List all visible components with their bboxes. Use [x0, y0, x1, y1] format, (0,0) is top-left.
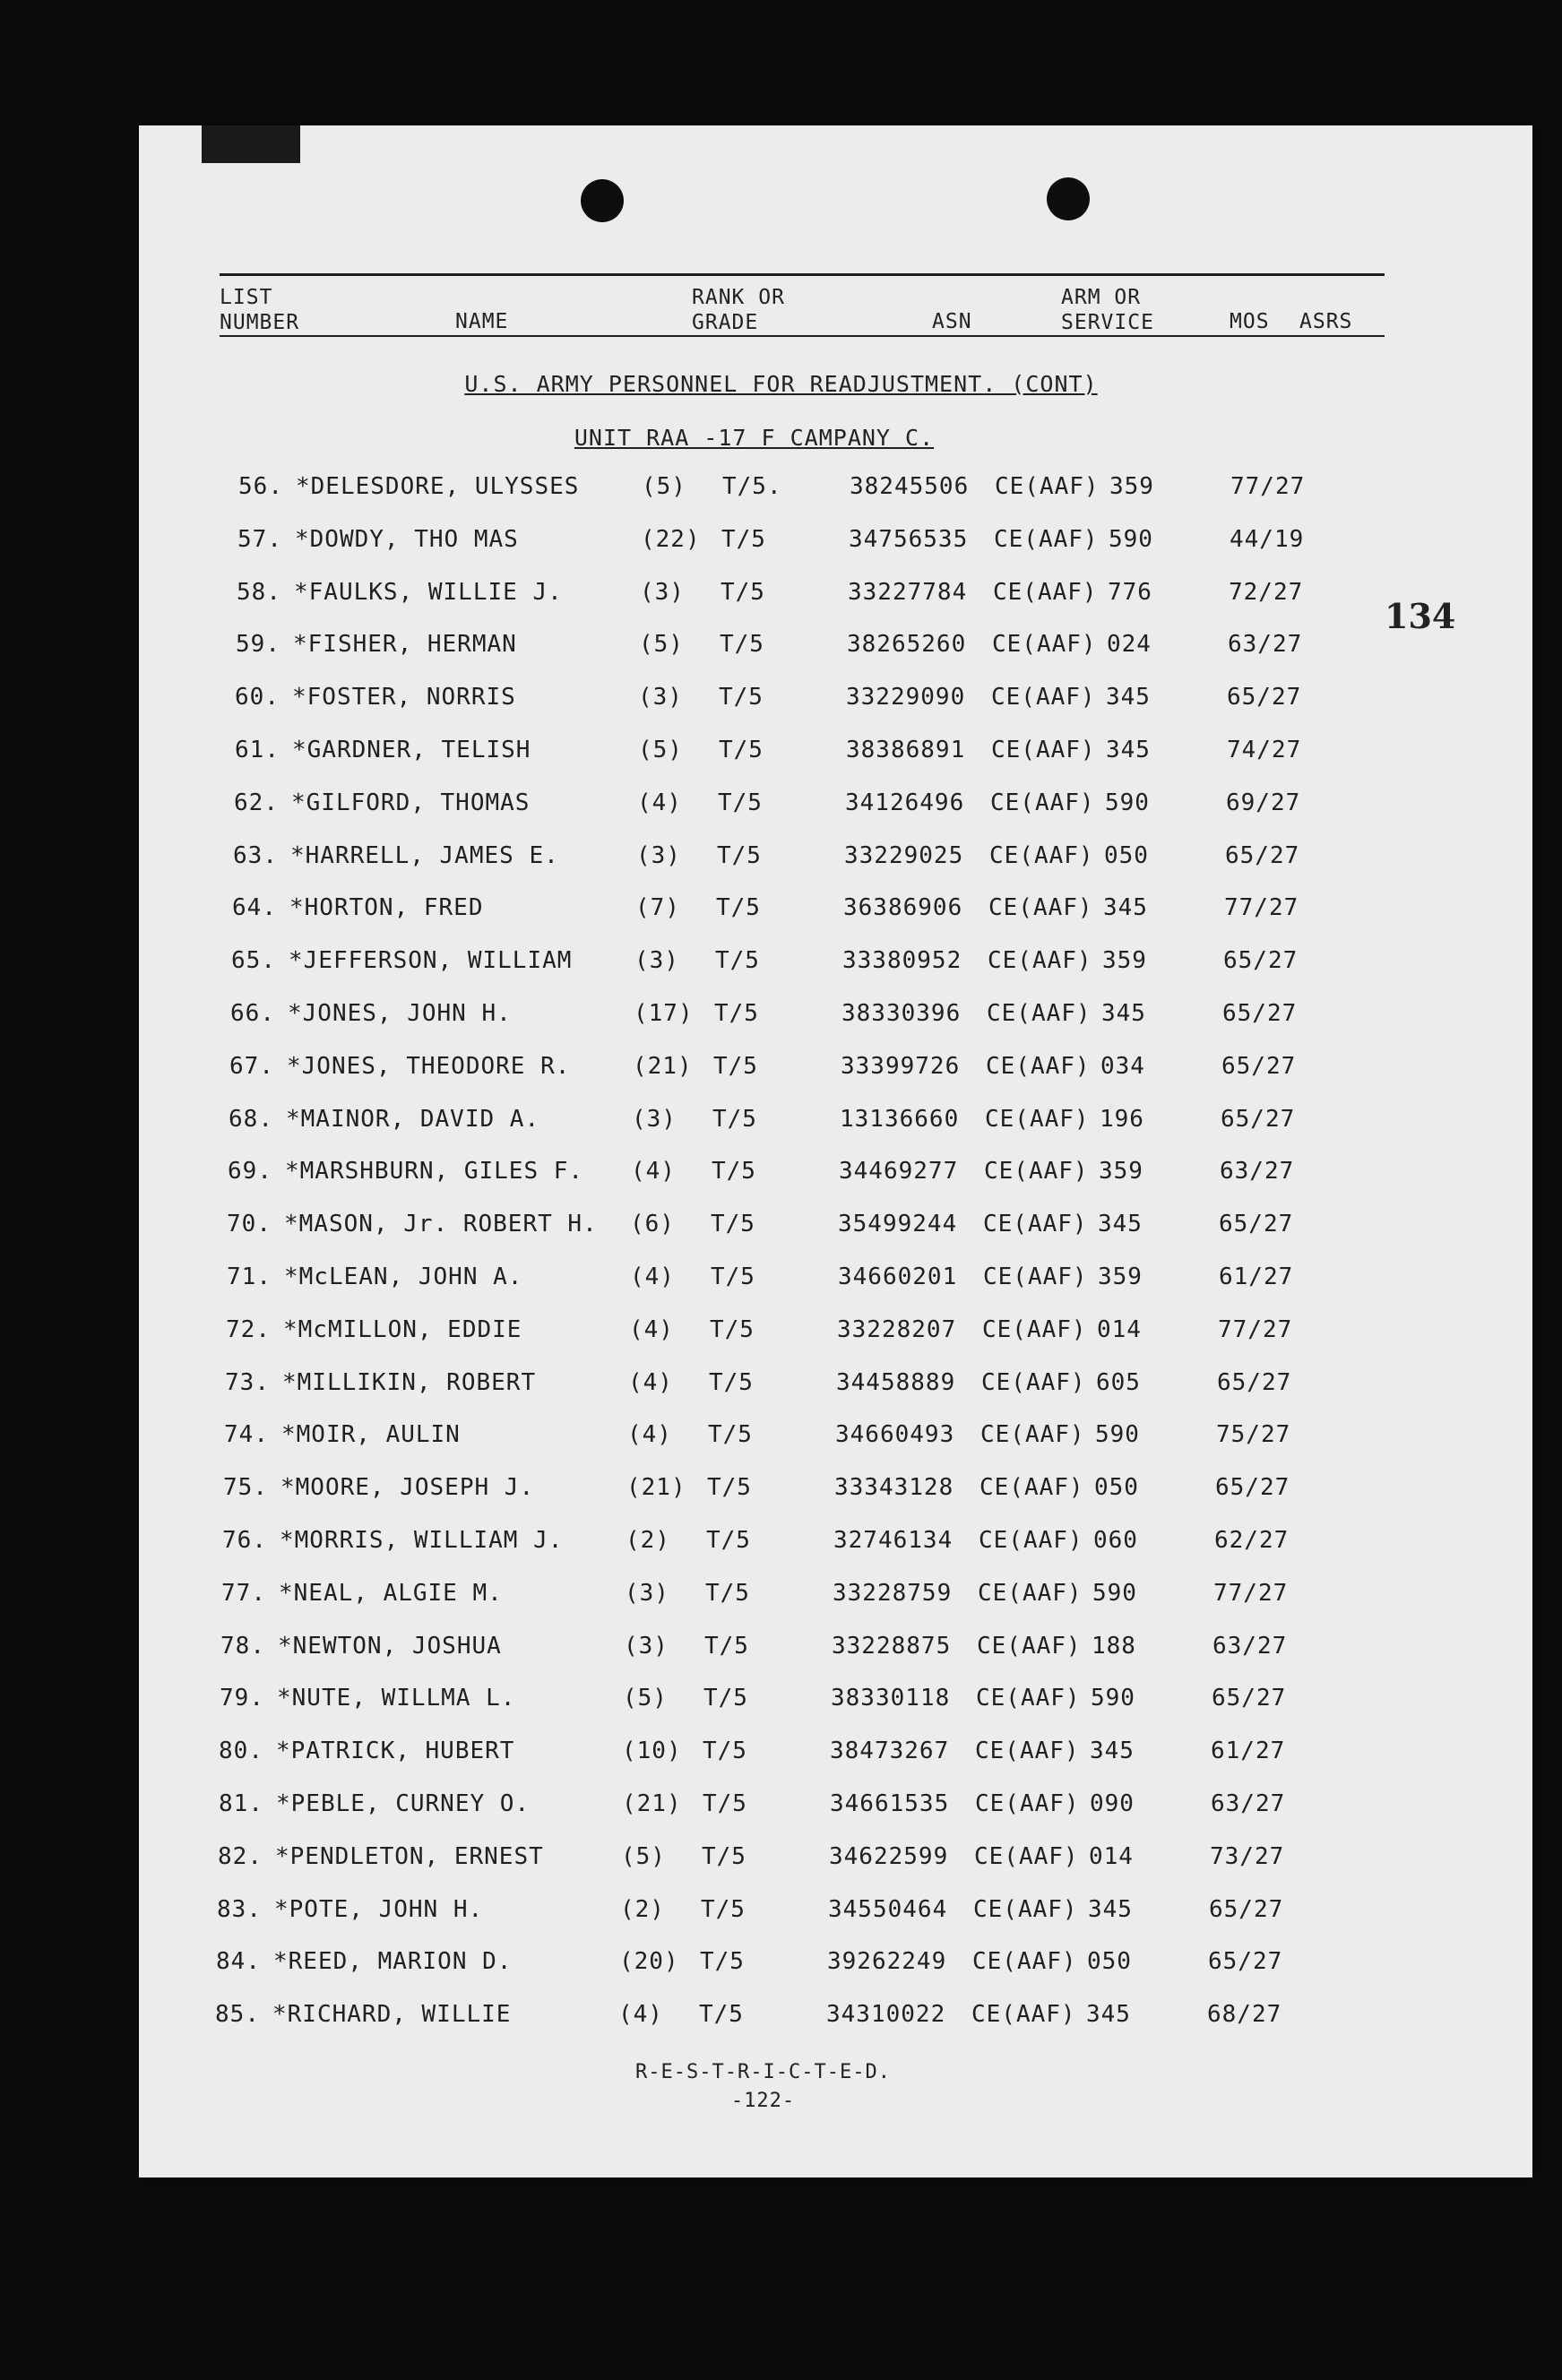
arm-service: CE(AAF) — [994, 526, 1099, 553]
rank: T/5 — [707, 1474, 752, 1501]
grade: (5) — [639, 631, 684, 658]
person-name: *MOORE, JOSEPH J. — [280, 1474, 535, 1501]
header-asn: ASN — [932, 310, 972, 333]
asrs: 65/27 — [1217, 1369, 1292, 1396]
mos: 590 — [1091, 1685, 1135, 1712]
grade: (4) — [629, 1316, 674, 1343]
asn: 38265260 — [847, 631, 967, 658]
page-number: -122- — [730, 2090, 796, 2112]
person-name: *REED, MARION D. — [273, 1948, 513, 1975]
arm-service: CE(AAF) — [974, 1843, 1079, 1870]
rank: T/5 — [703, 1685, 748, 1712]
list-number: 59. — [236, 631, 280, 658]
arm-service: CE(AAF) — [971, 2001, 1076, 2028]
arm-service: CE(AAF) — [972, 1948, 1077, 1975]
rank: T/5 — [712, 1106, 757, 1133]
person-name: *POTE, JOHN H. — [274, 1896, 484, 1923]
asn: 33380952 — [842, 947, 962, 974]
asn: 38473267 — [830, 1738, 950, 1764]
rank: T/5 — [716, 894, 761, 921]
rank: T/5. — [722, 473, 782, 500]
rank: T/5 — [710, 1316, 755, 1343]
asrs: 63/27 — [1228, 631, 1303, 658]
grade: (3) — [632, 1106, 677, 1133]
mos: 060 — [1093, 1527, 1138, 1554]
arm-service: CE(AAF) — [973, 1896, 1078, 1923]
table-row — [204, 1053, 1369, 1089]
list-number: 73. — [225, 1369, 270, 1396]
table-row — [195, 1633, 1360, 1669]
restricted-footer: R-E-S-T-R-I-C-T-E-D. — [635, 2061, 891, 2083]
list-number: 58. — [237, 579, 281, 606]
table-row — [211, 579, 1376, 615]
list-number: 64. — [232, 894, 277, 921]
asrs: 65/27 — [1209, 1896, 1284, 1923]
asrs: 44/19 — [1230, 526, 1305, 553]
mos: 590 — [1109, 526, 1153, 553]
asrs: 61/27 — [1211, 1738, 1286, 1764]
rank: T/5 — [715, 947, 760, 974]
asrs: 65/27 — [1221, 1053, 1297, 1080]
grade: (2) — [626, 1527, 670, 1554]
grade: (10) — [622, 1738, 682, 1764]
asn: 34469277 — [839, 1158, 959, 1185]
table-row — [200, 1369, 1365, 1405]
asrs: 62/27 — [1214, 1527, 1290, 1554]
asn: 34550464 — [828, 1896, 948, 1923]
asrs: 65/27 — [1212, 1685, 1287, 1712]
list-number: 56. — [238, 473, 283, 500]
arm-service: CE(AAF) — [980, 1421, 1085, 1448]
arm-service: CE(AAF) — [982, 1316, 1087, 1343]
table-row — [208, 842, 1373, 878]
table-row — [194, 1685, 1359, 1720]
person-name: *MAINOR, DAVID A. — [286, 1106, 540, 1133]
asrs: 72/27 — [1229, 579, 1304, 606]
arm-service: CE(AAF) — [983, 1211, 1088, 1237]
grade: (20) — [619, 1948, 679, 1975]
asrs: 65/27 — [1219, 1211, 1294, 1237]
page-title: U.S. ARMY PERSONNEL FOR READJUSTMENT. (CONT) — [464, 371, 1098, 397]
asrs: 65/27 — [1208, 1948, 1283, 1975]
person-name: *NUTE, WILLMA L. — [277, 1685, 516, 1712]
person-name: *MARSHBURN, GILES F. — [285, 1158, 584, 1185]
person-name: *RICHARD, WILLIE — [272, 2001, 512, 2028]
list-number: 62. — [234, 789, 279, 816]
person-name: *DOWDY, THO MAS — [295, 526, 519, 553]
arm-service: CE(AAF) — [975, 1738, 1080, 1764]
asn: 35499244 — [838, 1211, 958, 1237]
person-name: *FAULKS, WILLIE J. — [294, 579, 563, 606]
table-row — [191, 1948, 1356, 1984]
table-row — [212, 526, 1377, 562]
rank: T/5 — [718, 789, 763, 816]
arm-service: CE(AAF) — [979, 1474, 1084, 1501]
arm-service: CE(AAF) — [984, 1158, 1089, 1185]
arm-service: CE(AAF) — [981, 1369, 1086, 1396]
table-row — [194, 1738, 1359, 1773]
mos: 590 — [1105, 789, 1150, 816]
grade: (3) — [634, 947, 679, 974]
mos: 196 — [1100, 1106, 1144, 1133]
stamp-number: 134 — [1385, 596, 1456, 636]
mos: 090 — [1090, 1790, 1135, 1817]
punch-hole-left — [581, 179, 624, 222]
header-top-rule — [220, 273, 1385, 276]
table-row — [196, 1580, 1361, 1616]
mos: 345 — [1106, 684, 1151, 711]
mos: 345 — [1086, 2001, 1131, 2028]
list-number: 61. — [235, 737, 280, 763]
mos: 345 — [1090, 1738, 1135, 1764]
asrs: 65/27 — [1225, 842, 1300, 869]
mos: 034 — [1100, 1053, 1145, 1080]
rank: T/5 — [702, 1843, 746, 1870]
grade: (2) — [620, 1896, 665, 1923]
arm-service: CE(AAF) — [992, 631, 1097, 658]
list-number: 84. — [216, 1948, 261, 1975]
grade: (21) — [633, 1053, 693, 1080]
mos: 188 — [1092, 1633, 1136, 1660]
person-name: *JONES, JOHN H. — [288, 1000, 512, 1027]
asn: 34756535 — [849, 526, 969, 553]
mos: 014 — [1097, 1316, 1142, 1343]
asn: 38245506 — [850, 473, 970, 500]
table-row — [211, 631, 1376, 667]
table-row — [190, 2001, 1355, 2037]
grade: (6) — [630, 1211, 675, 1237]
mos: 359 — [1102, 947, 1147, 974]
grade: (4) — [630, 1263, 675, 1290]
asrs: 63/27 — [1220, 1158, 1295, 1185]
arm-service: CE(AAF) — [990, 789, 1095, 816]
grade: (4) — [627, 1421, 672, 1448]
person-name: *McMILLON, EDDIE — [283, 1316, 522, 1343]
mos: 605 — [1096, 1369, 1141, 1396]
asn: 38330396 — [841, 1000, 962, 1027]
list-number: 67. — [229, 1053, 274, 1080]
grade: (3) — [624, 1633, 669, 1660]
arm-service: CE(AAF) — [979, 1527, 1083, 1554]
arm-service: CE(AAF) — [987, 1000, 1092, 1027]
rank: T/5 — [711, 1263, 755, 1290]
asrs: 63/27 — [1212, 1633, 1288, 1660]
mos: 776 — [1108, 579, 1152, 606]
person-name: *MOIR, AULIN — [281, 1421, 461, 1448]
arm-service: CE(AAF) — [985, 1106, 1090, 1133]
list-number: 79. — [220, 1685, 264, 1712]
table-row — [210, 737, 1375, 772]
rank: T/5 — [708, 1421, 753, 1448]
asn: 34660201 — [838, 1263, 958, 1290]
header-bottom-rule — [220, 335, 1385, 337]
arm-service: CE(AAF) — [975, 1790, 1080, 1817]
rank: T/5 — [709, 1369, 754, 1396]
asrs: 65/27 — [1221, 1106, 1296, 1133]
arm-service: CE(AAF) — [991, 684, 1096, 711]
table-row — [210, 684, 1375, 720]
list-number: 66. — [230, 1000, 275, 1027]
asn: 33228875 — [832, 1633, 952, 1660]
person-name: *FISHER, HERMAN — [293, 631, 517, 658]
asrs: 65/27 — [1222, 1000, 1298, 1027]
person-name: *DELESDORE, ULYSSES — [296, 473, 580, 500]
table-row — [203, 1158, 1368, 1194]
person-name: *HARRELL, JAMES E. — [290, 842, 559, 869]
person-name: *FOSTER, NORRIS — [292, 684, 516, 711]
arm-service: CE(AAF) — [995, 473, 1100, 500]
arm-service: CE(AAF) — [986, 1053, 1091, 1080]
mos: 345 — [1101, 1000, 1146, 1027]
grade: (3) — [640, 579, 685, 606]
mos: 345 — [1088, 1896, 1133, 1923]
asrs: 75/27 — [1216, 1421, 1291, 1448]
header-list-number: LIST NUMBER — [220, 286, 300, 334]
table-row — [203, 1106, 1368, 1142]
grade: (4) — [618, 2001, 663, 2028]
list-number: 83. — [217, 1896, 262, 1923]
paper-clip — [202, 125, 300, 163]
list-number: 60. — [235, 684, 280, 711]
list-number: 80. — [219, 1738, 263, 1764]
arm-service: CE(AAF) — [983, 1263, 1088, 1290]
asrs: 69/27 — [1226, 789, 1301, 816]
list-number: 71. — [227, 1263, 272, 1290]
grade: (5) — [642, 473, 686, 500]
person-name: *NEAL, ALGIE M. — [279, 1580, 503, 1607]
person-name: *PEBLE, CURNEY O. — [276, 1790, 531, 1817]
rank: T/5 — [720, 631, 764, 658]
arm-service: CE(AAF) — [991, 737, 1096, 763]
grade: (5) — [623, 1685, 668, 1712]
table-row — [207, 894, 1372, 930]
mos: 359 — [1099, 1158, 1143, 1185]
asrs: 77/27 — [1213, 1580, 1289, 1607]
punch-hole-right — [1047, 177, 1090, 220]
header-asrs: ASRS — [1299, 310, 1353, 333]
asrs: 77/27 — [1218, 1316, 1293, 1343]
rank: T/5 — [712, 1158, 756, 1185]
rank: T/5 — [713, 1053, 758, 1080]
arm-service: CE(AAF) — [976, 1685, 1081, 1712]
grade: (21) — [626, 1474, 686, 1501]
rank: T/5 — [703, 1790, 747, 1817]
header-mos: MOS — [1230, 310, 1270, 333]
grade: (17) — [634, 1000, 694, 1027]
asrs: 77/27 — [1230, 473, 1306, 500]
table-row — [192, 1896, 1357, 1932]
person-name: *MASON, Jr. ROBERT H. — [284, 1211, 598, 1237]
asn: 33343128 — [834, 1474, 954, 1501]
asn: 13136660 — [840, 1106, 960, 1133]
mos: 345 — [1106, 737, 1151, 763]
arm-service: CE(AAF) — [989, 842, 1094, 869]
asn: 33228207 — [837, 1316, 957, 1343]
list-number: 68. — [229, 1106, 273, 1133]
grade: (4) — [631, 1158, 676, 1185]
asn: 34661535 — [830, 1790, 950, 1817]
asrs: 61/27 — [1219, 1263, 1294, 1290]
mos: 590 — [1092, 1580, 1137, 1607]
person-name: *NEWTON, JOSHUA — [278, 1633, 502, 1660]
asn: 34126496 — [845, 789, 965, 816]
asrs: 68/27 — [1207, 2001, 1282, 2028]
list-number: 65. — [231, 947, 276, 974]
list-number: 74. — [224, 1421, 269, 1448]
mos: 050 — [1087, 1948, 1132, 1975]
list-number: 75. — [223, 1474, 268, 1501]
rank: T/5 — [701, 1896, 746, 1923]
table-row — [198, 1474, 1363, 1510]
grade: (22) — [641, 526, 701, 553]
rank: T/5 — [711, 1211, 755, 1237]
asn: 33227784 — [848, 579, 968, 606]
list-number: 85. — [215, 2001, 260, 2028]
table-row — [201, 1316, 1366, 1352]
rank: T/5 — [714, 1000, 759, 1027]
person-name: *JONES, THEODORE R. — [287, 1053, 571, 1080]
mos: 359 — [1109, 473, 1154, 500]
asn: 34458889 — [836, 1369, 956, 1396]
asn: 36386906 — [843, 894, 963, 921]
asrs: 65/27 — [1223, 947, 1299, 974]
asn: 32746134 — [833, 1527, 954, 1554]
list-number: 72. — [226, 1316, 271, 1343]
asrs: 65/27 — [1227, 684, 1302, 711]
grade: (5) — [638, 737, 683, 763]
asrs: 65/27 — [1215, 1474, 1290, 1501]
list-number: 57. — [237, 526, 282, 553]
list-number: 78. — [220, 1633, 265, 1660]
grade: (4) — [628, 1369, 673, 1396]
table-row — [205, 1000, 1370, 1036]
list-number: 81. — [219, 1790, 263, 1817]
list-number: 76. — [222, 1527, 267, 1554]
mos: 050 — [1104, 842, 1149, 869]
mos: 024 — [1107, 631, 1152, 658]
list-number: 77. — [221, 1580, 266, 1607]
table-row — [193, 1843, 1358, 1879]
person-name: *MILLIKIN, ROBERT — [282, 1369, 537, 1396]
rank: T/5 — [719, 684, 764, 711]
person-name: *HORTON, FRED — [289, 894, 484, 921]
person-name: *McLEAN, JOHN A. — [284, 1263, 523, 1290]
grade: (3) — [625, 1580, 669, 1607]
rank: T/5 — [703, 1738, 747, 1764]
person-name: *JEFFERSON, WILLIAM — [289, 947, 573, 974]
asn: 39262249 — [827, 1948, 947, 1975]
grade: (5) — [621, 1843, 666, 1870]
arm-service: CE(AAF) — [978, 1580, 1083, 1607]
table-row — [209, 789, 1374, 825]
person-name: *MORRIS, WILLIAM J. — [280, 1527, 564, 1554]
asn: 33229025 — [844, 842, 964, 869]
list-number: 69. — [228, 1158, 272, 1185]
rank: T/5 — [705, 1580, 750, 1607]
rank: T/5 — [699, 2001, 744, 2028]
header-arm-service: ARM OR SERVICE — [1061, 286, 1154, 334]
asn: 38330118 — [831, 1685, 951, 1712]
asn: 34310022 — [826, 2001, 946, 2028]
rank: T/5 — [706, 1527, 751, 1554]
arm-service: CE(AAF) — [988, 894, 1093, 921]
grade: (3) — [636, 842, 681, 869]
asrs: 74/27 — [1227, 737, 1302, 763]
grade: (3) — [638, 684, 683, 711]
arm-service: CE(AAF) — [993, 579, 1098, 606]
list-number: 63. — [233, 842, 278, 869]
table-row — [194, 1790, 1359, 1826]
mos: 359 — [1098, 1263, 1143, 1290]
mos: 050 — [1094, 1474, 1139, 1501]
table-row — [213, 473, 1378, 509]
mos: 014 — [1089, 1843, 1134, 1870]
rank: T/5 — [704, 1633, 749, 1660]
header-name: NAME — [455, 310, 509, 333]
rank: T/5 — [717, 842, 762, 869]
asrs: 73/27 — [1210, 1843, 1285, 1870]
asn: 38386891 — [846, 737, 966, 763]
person-name: *PENDLETON, ERNEST — [275, 1843, 544, 1870]
header-rank-grade: RANK OR GRADE — [692, 286, 785, 334]
asn: 33228759 — [833, 1580, 953, 1607]
table-row — [202, 1263, 1367, 1299]
mos: 345 — [1103, 894, 1148, 921]
rank: T/5 — [700, 1948, 745, 1975]
unit-heading: UNIT RAA -17 F CAMPANY C. — [574, 425, 935, 451]
arm-service: CE(AAF) — [988, 947, 1092, 974]
table-row — [206, 947, 1371, 983]
table-row — [202, 1211, 1367, 1246]
person-name: *GILFORD, THOMAS — [291, 789, 531, 816]
person-name: *PATRICK, HUBERT — [276, 1738, 515, 1764]
asrs: 63/27 — [1211, 1790, 1286, 1817]
rank: T/5 — [721, 526, 766, 553]
grade: (4) — [637, 789, 682, 816]
asn: 34622599 — [829, 1843, 949, 1870]
rank: T/5 — [719, 737, 764, 763]
asn: 33399726 — [841, 1053, 961, 1080]
rank: T/5 — [721, 579, 765, 606]
asrs: 77/27 — [1224, 894, 1299, 921]
list-number: 82. — [218, 1843, 263, 1870]
mos: 590 — [1095, 1421, 1140, 1448]
person-name: *GARDNER, TELISH — [292, 737, 531, 763]
arm-service: CE(AAF) — [977, 1633, 1082, 1660]
table-row — [199, 1421, 1364, 1457]
asn: 33229090 — [846, 684, 966, 711]
list-number: 70. — [227, 1211, 272, 1237]
grade: (21) — [622, 1790, 682, 1817]
table-row — [197, 1527, 1362, 1563]
asn: 34660493 — [835, 1421, 955, 1448]
grade: (7) — [635, 894, 680, 921]
mos: 345 — [1098, 1211, 1143, 1237]
